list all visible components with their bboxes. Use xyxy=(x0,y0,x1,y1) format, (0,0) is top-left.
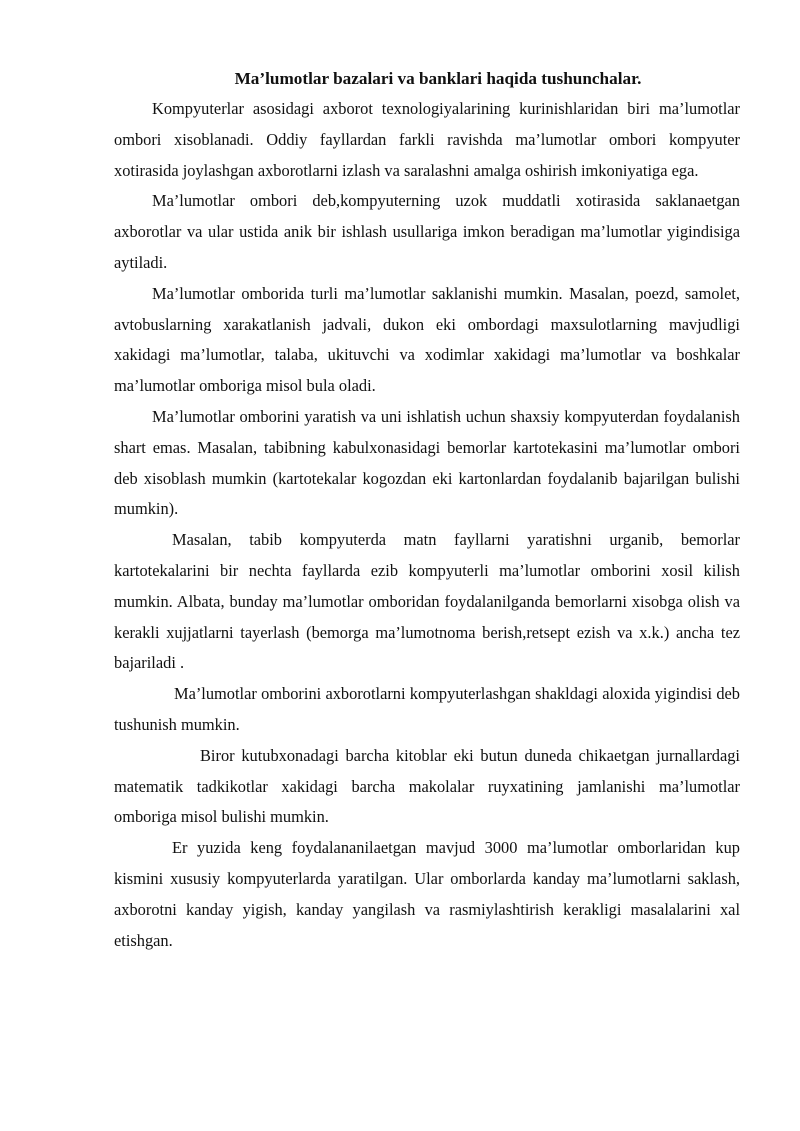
paragraph-database-examples: Ma’lumotlar omborida turli ma’lumotlar saklanishi mumkin. Masalan, poezd, samolet, avtobuslarning xarakatlanish jadvali, dukon eki ombordagi maxsulotlarning mavjudligi xakidagi ma’lumotlar, talaba, ukituvchi va xodimlar xakidagi ma’lumotlar va boshkalar ma’lumotlar omboriga misol bula oladi. xyxy=(114,283,740,396)
paragraph-world-databases: Er yuzida keng foydalananilaetgan mavjud 3000 ma’lumotlar omborlaridan kup kismini xususiy kompyuterlarda yaratilgan. Ular omborlarda kanday ma’lumotlarni saklash, axborotni kanday yigish, kanday yangilash va rasmiylashtirish kerakligi masalalarini xal etishgan. xyxy=(114,838,740,950)
document-page xyxy=(114,64,740,956)
paragraph-database-definition-intro: Kompyuterlar asosidagi axborot texnologiyalarining kurinishlaridan biri ma’lumotlar ombori xisoblanadi. Oddiy fayllardan farkli ravishda ma’lumotlar ombori kompyuter xotirasida joylashgan axborotlarni izlash va saralashni amalga oshirish imkoniyatiga ega. xyxy=(114,99,740,180)
paragraph-library-example: Biror kutubxonadagi barcha kitoblar eki butun duneda chikaetgan jurnallardagi matematik tadkikotlar xakidagi barcha makolalar ruyxatining jamlanishi ma’lumotlar omboriga misol bulishi mumkin. xyxy=(114,745,740,827)
document-title: Ma’lumotlar bazalari va banklari haqida tushunchalar. xyxy=(234,69,642,88)
paragraph-doctor-example: Masalan, tabib kompyuterda matn fayllarni yaratishni urganib, bemorlar kartotekalarini bir nechta fayllarda ezib kompyuterli ma’lumotlar omborini xosil kilish mumkin. Albata, bunday ma’lumotlar omboridan foydalanilganda bemorlarni xisobga olish va kerakli xujjatlarni tayerlash (bemorga ma’lumotnoma berish,retsept ezish va x.k.) ancha tez bajariladi . xyxy=(114,530,740,673)
paragraph-non-computer-database: Ma’lumotlar omborini yaratish va uni ishlatish uchun shaxsiy kompyuterdan foydalanish shart emas. Masalan, tabibning kabulxonasidagi bemorlar kartotekasini ma’lumotlar ombori deb xisoblash mumkin (kartotekalar kogozdan eki kartonlardan foydalanib bajarilgan bulishi mumkin). xyxy=(114,406,740,519)
paragraph-database-definition: Ma’lumotlar ombori deb,kompyuterning uzok muddatli xotirasida saklanaetgan axborotlar va ular ustida anik bir ishlash usullariga imkon beradigan ma’lumotlar yigindisiga aytiladi. xyxy=(114,191,740,272)
paragraph-database-understanding: Ma’lumotlar omborini axborotlarni kompyuterlashgan shakldagi aloxida yigindisi deb tushunish mumkin. xyxy=(114,684,740,734)
